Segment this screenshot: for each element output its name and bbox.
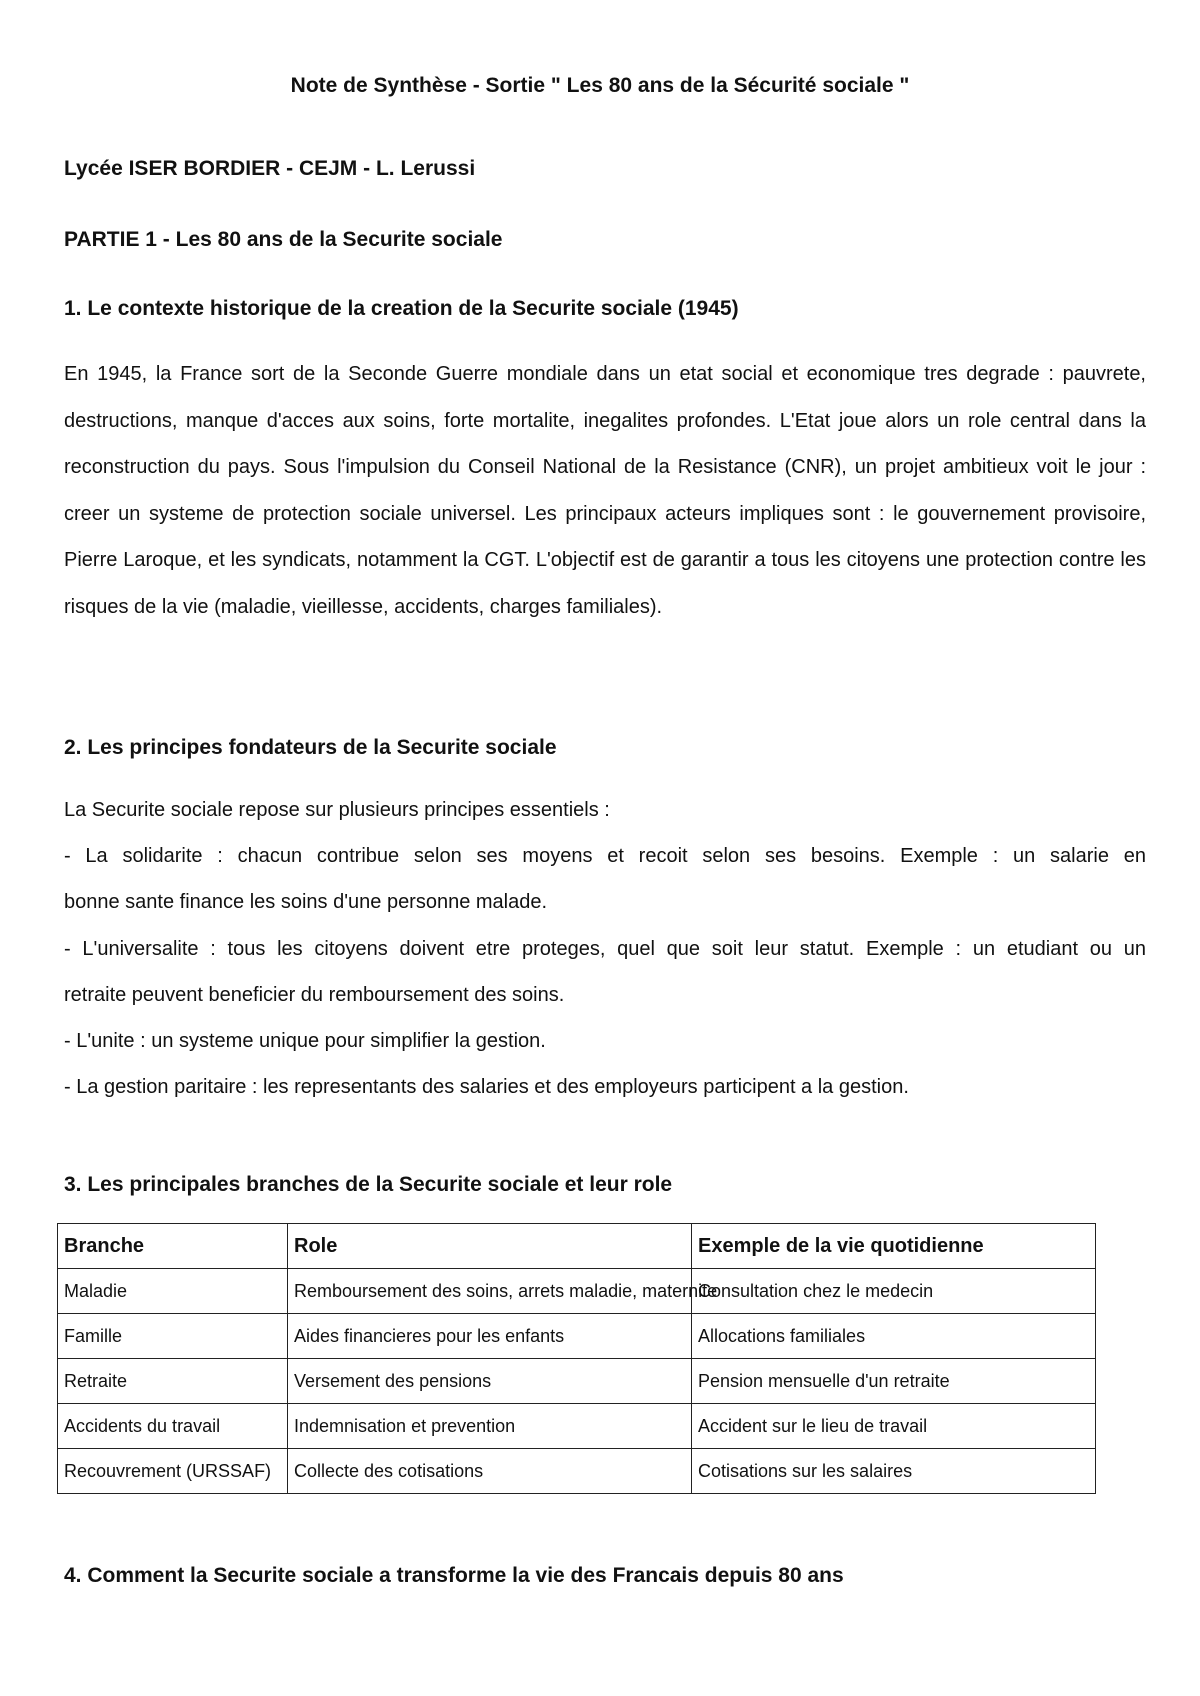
table-cell: Indemnisation et prevention [288, 1404, 692, 1449]
table-cell: Consultation chez le medecin [692, 1269, 1096, 1314]
table-cell: Collecte des cotisations [288, 1449, 692, 1494]
table-row [58, 1269, 1096, 1314]
table-cell: Allocations familiales [692, 1314, 1096, 1359]
table-cell: Aides financieres pour les enfants [288, 1314, 692, 1359]
table-header-row [58, 1224, 1096, 1269]
principle-line: - La solidarite : chacun contribue selon ses moyens et recoit selon ses besoins. Exemple : un salarie en [64, 845, 1146, 867]
section2-intro: La Securite sociale repose sur plusieurs principes essentiels : [64, 799, 610, 821]
section2-heading: 2. Les principes fondateurs de la Securite sociale [64, 736, 557, 759]
table-row [58, 1404, 1096, 1449]
table-row [58, 1449, 1096, 1494]
table-cell: Remboursement des soins, arrets maladie, maternite [288, 1269, 692, 1314]
table-cell: Pension mensuelle d'un retraite [692, 1359, 1096, 1404]
table-row [58, 1314, 1096, 1359]
table-cell: Accident sur le lieu de travail [692, 1404, 1096, 1449]
branches-table [57, 1223, 1096, 1494]
section1-paragraph: En 1945, la France sort de la Seconde Guerre mondiale dans un etat social et economique tres degrade : pauvrete, destructions, manque d'acces aux soins, forte mortalite, inegalites profondes. L'Etat joue alors un role central dans la reconstruction du pays. Sous l'impulsion du Conseil National de la Resistance (CNR), un projet ambitieux voit le jour : creer un systeme de protection sociale universel. Les principaux acteurs impliques sont : le gouvernement provisoire, Pierre Laroque, et les syndicats, notamment la CGT. L'objectif est de garantir a tous les citoyens une protection contre les risques de la vie (maladie, vieillesse, accidents, charges familiales). [64, 363, 1146, 618]
column-header: Exemple de la vie quotidienne [692, 1224, 1096, 1269]
section1-heading: 1. Le contexte historique de la creation de la Securite sociale (1945) [64, 297, 739, 320]
part-heading: PARTIE 1 - Les 80 ans de la Securite sociale [64, 228, 503, 251]
principle-line: retraite peuvent beneficier du remboursement des soins. [64, 984, 565, 1006]
principle-line: - L'universalite : tous les citoyens doivent etre proteges, quel que soit leur statut. Exemple : un etudiant ou un [64, 938, 1146, 960]
table-cell: Accidents du travail [58, 1404, 288, 1449]
column-header: Branche [58, 1224, 288, 1269]
document-title: Note de Synthèse - Sortie " Les 80 ans de la Sécurité sociale " [290, 74, 910, 97]
section4-heading: 4. Comment la Securite sociale a transforme la vie des Francais depuis 80 ans [64, 1564, 844, 1587]
table-cell: Famille [58, 1314, 288, 1359]
principle-line: - La gestion paritaire : les representants des salaries et des employeurs participent a la gestion. [64, 1076, 909, 1098]
table-cell: Maladie [58, 1269, 288, 1314]
column-header: Role [288, 1224, 692, 1269]
principle-line: bonne sante finance les soins d'une personne malade. [64, 891, 548, 913]
table-cell: Versement des pensions [288, 1359, 692, 1404]
table-cell: Recouvrement (URSSAF) [58, 1449, 288, 1494]
school-line: Lycée ISER BORDIER - CEJM - L. Lerussi [64, 157, 476, 180]
table-cell: Retraite [58, 1359, 288, 1404]
principle-line: - L'unite : un systeme unique pour simplifier la gestion. [64, 1030, 546, 1052]
section3-heading: 3. Les principales branches de la Securite sociale et leur role [64, 1173, 673, 1196]
table-row [58, 1359, 1096, 1404]
table-cell: Cotisations sur les salaires [692, 1449, 1096, 1494]
